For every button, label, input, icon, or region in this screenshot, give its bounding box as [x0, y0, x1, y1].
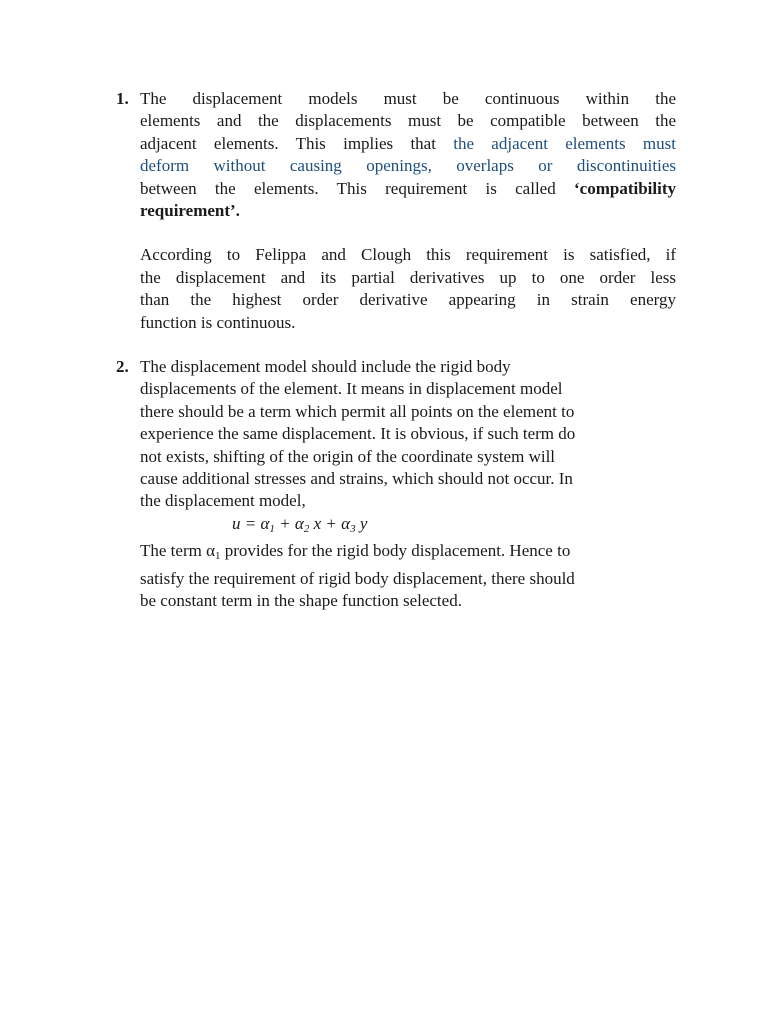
list-item-1: [116, 88, 676, 334]
term-prefix: The term α: [140, 541, 215, 561]
bold-term-b: requirement’.: [140, 201, 240, 221]
highlight-text-a: the adjacent elements must: [453, 133, 676, 153]
item-1-line-3-text: adjacent elements. This implies that: [140, 133, 454, 153]
item-2-body: [140, 356, 676, 612]
paragraph-gap: [140, 222, 676, 244]
eq-plus-2: +: [321, 513, 342, 533]
eq-alpha-2: α: [294, 513, 304, 533]
item-2-line-3: there should be a term which permit all points on the element to: [140, 401, 575, 421]
item-2-line-4: experience the same displacement. It is obvious, if such term do: [140, 424, 576, 444]
item-1-para2-line-1: According to Felippa and Clough this requirement is satisfied, if: [140, 245, 676, 265]
list-item-2: [116, 356, 676, 612]
item-2-line-2: displacements of the element. It means in displacement model: [140, 379, 563, 399]
eq-plus-1: +: [274, 513, 295, 533]
eq-x: x: [309, 513, 322, 533]
item-2-line-1: The displacement model should include the rigid body: [140, 357, 511, 376]
eq-alpha-3: α: [341, 513, 351, 533]
list-number-2: 2.: [116, 357, 129, 376]
item-1-line-2: elements and the displacements must be compatible between the: [140, 111, 676, 131]
item-1-line-1: The displacement models must be continuous within the: [140, 89, 676, 108]
item-1-para2-line-2: the displacement and its partial derivatives up to one order less: [140, 267, 676, 287]
item-1-line-3: [140, 133, 676, 155]
item-1-para2-line-4: function is continuous.: [140, 312, 296, 332]
item-1-line-5: [140, 178, 676, 200]
item-2-line-5: not exists, shifting of the origin of the coordinate system will: [140, 446, 556, 466]
displacement-equation: [140, 513, 676, 540]
item-2-closing-line-1: satisfy the requirement of rigid body displacement, there should: [140, 568, 575, 588]
item-1-para2-line-3: than the highest order derivative appearing in strain energy: [140, 290, 676, 310]
term-suffix: provides for the rigid body displacement. Hence to: [220, 541, 571, 561]
item-1-body: [140, 88, 676, 334]
eq-sub-1: 1: [269, 522, 275, 535]
eq-sub-2: 2: [303, 522, 310, 535]
eq-alpha-1: α: [260, 513, 270, 533]
item-1-line-5-text: between the elements. This requirement is called: [140, 178, 574, 198]
list-number-1: 1.: [116, 89, 129, 108]
eq-equals: =: [240, 513, 261, 533]
eq-y: y: [355, 513, 368, 533]
eq-lhs: u: [232, 513, 241, 533]
item-2-term-line: [140, 540, 676, 567]
item-2-line-7: the displacement model,: [140, 491, 306, 511]
term-sub: 1: [215, 550, 221, 563]
highlight-text-b: deform without causing openings, overlaps or discontinuities: [140, 156, 676, 176]
bold-term-a: ‘compatibility: [574, 178, 676, 198]
eq-sub-3: 3: [350, 522, 356, 535]
item-2-line-6: cause additional stresses and strains, which should not occur. In: [140, 469, 573, 489]
item-2-closing-line-2: be constant term in the shape function selected.: [140, 591, 462, 611]
